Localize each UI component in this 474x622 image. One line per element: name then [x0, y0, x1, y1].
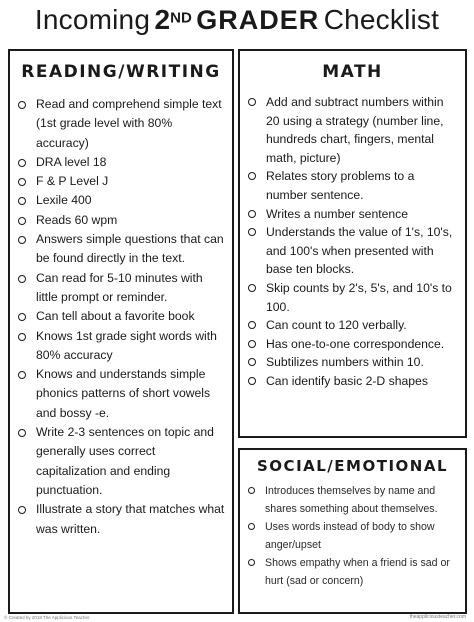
- checklist-item-text: Knows and understands simple phonics patterns of short vowels and bossy -e.: [36, 367, 211, 420]
- checklist-item: [246, 353, 459, 372]
- checklist-item: [246, 554, 459, 590]
- checklist-item-text: Reads 60 wpm: [36, 212, 118, 227]
- page-title: [0, 4, 474, 48]
- checklist-item-text: Answers simple questions that can be found directly in the text.: [36, 232, 224, 266]
- checkbox-circle[interactable]: [248, 358, 256, 366]
- checkbox-circle[interactable]: [248, 284, 256, 292]
- copyright-text: © Created by 2018 The Applicious Teacher: [4, 615, 90, 620]
- checkbox-circle[interactable]: [248, 523, 255, 530]
- checkbox-circle[interactable]: [248, 340, 256, 348]
- checklist-item-text: Can identify basic 2-D shapes: [266, 373, 428, 388]
- math-section: [238, 49, 467, 438]
- checklist-item: [246, 167, 459, 204]
- math-list: [240, 89, 465, 391]
- checklist-item-text: Has one-to-one correspondence.: [266, 336, 445, 351]
- checklist-item-text: Skip counts by 2's, 5's, and 10's to 100.: [266, 280, 452, 314]
- checklist-item-text: Read and comprehend simple text (1st grade level with 80% accuracy): [36, 97, 222, 150]
- title-grader: GRADER: [196, 5, 320, 35]
- checklist-item-text: Can count to 120 verbally.: [266, 318, 407, 333]
- checkbox-circle[interactable]: [18, 217, 26, 225]
- checklist-item-text: Uses words instead of body to show anger/upset: [265, 521, 435, 551]
- checklist-item: [246, 223, 459, 279]
- checkbox-circle[interactable]: [18, 197, 26, 205]
- checklist-item-text: Lexile 400: [36, 193, 92, 208]
- title-grade-number: 2: [154, 4, 171, 35]
- checklist-item-text: Add and subtract numbers within 20 using a strategy (number line, hundreds chart, fingers, mental math, picture): [266, 95, 444, 165]
- checklist-item: [246, 372, 459, 391]
- checklist-item-text: Can tell about a favorite book: [36, 309, 195, 324]
- checkbox-circle[interactable]: [248, 487, 255, 494]
- checkbox-circle[interactable]: [248, 172, 256, 180]
- social-emotional-heading: SOCIAL/EMOTIONAL: [257, 457, 448, 475]
- social-emotional-list: [240, 480, 465, 590]
- checklist-item: [16, 307, 226, 326]
- checklist-item-text: DRA level 18: [36, 154, 107, 169]
- website-credit: theappliciousteacher.com: [409, 614, 466, 620]
- checklist-item: [16, 269, 226, 308]
- checklist-item: [16, 191, 226, 210]
- checkbox-circle[interactable]: [248, 377, 256, 385]
- checklist-item: [246, 335, 459, 354]
- checklist-item-text: Understands the value of 1's, 10's, and 100's when presented with base ten blocks.: [266, 225, 453, 277]
- checkbox-circle[interactable]: [18, 371, 26, 379]
- checklist-item: [246, 205, 459, 224]
- reading-writing-heading: READING/WRITING: [21, 62, 221, 82]
- title-grade-suffix: ND: [170, 9, 192, 27]
- checklist-item-text: Introduces themselves by name and shares something about themselves.: [265, 485, 438, 515]
- checkbox-circle[interactable]: [18, 159, 26, 167]
- checkbox-circle[interactable]: [18, 506, 26, 514]
- checklist-item: [246, 518, 459, 554]
- checklist-item: [16, 327, 226, 366]
- checkbox-circle[interactable]: [18, 333, 26, 341]
- checkbox-circle[interactable]: [248, 321, 256, 329]
- checklist-item: [16, 230, 226, 269]
- checklist-item: [246, 316, 459, 335]
- checklist-item-text: Knows 1st grade sight words with 80% accuracy: [36, 328, 217, 362]
- checklist-item: [16, 500, 226, 539]
- checklist-item: [16, 423, 226, 500]
- checklist-item: [16, 211, 226, 230]
- checkbox-circle[interactable]: [248, 98, 256, 106]
- title-rest: Checklist: [323, 4, 440, 35]
- checklist-item: [246, 482, 459, 518]
- checklist-item-text: Shows empathy when a friend is sad or hurt (sad or concern): [265, 557, 450, 587]
- checkbox-circle[interactable]: [18, 101, 26, 109]
- checklist-item-text: Illustrate a story that matches what was written.: [36, 502, 225, 536]
- checklist-item: [16, 153, 226, 172]
- checklist-item-text: Relates story problems to a number sentence.: [266, 169, 415, 202]
- math-heading: MATH: [322, 62, 383, 82]
- checklist-item: [16, 365, 226, 423]
- checkbox-circle[interactable]: [18, 313, 26, 321]
- checklist-item-text: F & P Level J: [36, 174, 109, 189]
- reading-writing-section: [8, 49, 234, 614]
- reading-writing-list: [10, 89, 232, 539]
- checkbox-circle[interactable]: [18, 275, 26, 283]
- checklist-item-text: Can read for 5-10 minutes with little prompt or reminder.: [36, 270, 203, 304]
- checklist-item: [246, 93, 459, 167]
- checklist-item: [246, 279, 459, 316]
- checkbox-circle[interactable]: [18, 178, 26, 186]
- checklist-item-text: Write 2-3 sentences on topic and generally uses correct capitalization and ending punctuation.: [36, 425, 214, 497]
- checklist-item-text: Subtilizes numbers within 10.: [266, 355, 424, 370]
- checkbox-circle[interactable]: [248, 210, 256, 218]
- checklist-item-text: Writes a number sentence: [266, 206, 409, 221]
- social-emotional-section: [238, 448, 467, 614]
- checklist-item: [16, 95, 226, 153]
- checklist-item: [16, 172, 226, 191]
- checkbox-circle[interactable]: [248, 228, 256, 236]
- checkbox-circle[interactable]: [18, 429, 26, 437]
- checkbox-circle[interactable]: [18, 236, 26, 244]
- checkbox-circle[interactable]: [248, 559, 255, 566]
- title-prefix: Incoming: [34, 4, 151, 35]
